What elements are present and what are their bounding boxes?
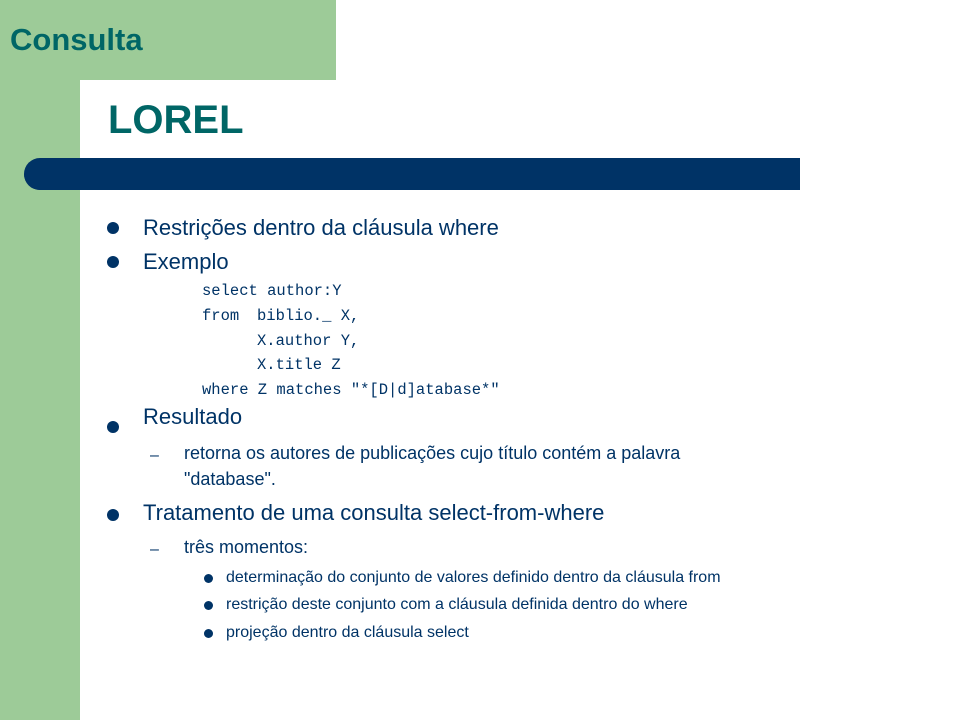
bullet-tratamento: Tratamento de uma consulta select-from-where [143, 500, 605, 525]
slide-title: LOREL [108, 98, 244, 142]
step-select: projeção dentro da cláusula select [226, 624, 469, 641]
bullet-icon [107, 509, 119, 521]
section-title: Consulta [10, 22, 143, 57]
code-line-from-keyword: from [202, 307, 240, 325]
step-where: restrição deste conjunto com a cláusula definida dentro do where [226, 596, 688, 613]
title-underline-bar [24, 158, 800, 190]
bullet-restricoes: Restrições dentro da cláusula where [143, 215, 499, 240]
resultado-text-line2: "database". [184, 469, 276, 489]
bullet-exemplo: Exemplo [143, 249, 229, 274]
resultado-text-line1: retorna os autores de publicações cujo título contém a palavra [184, 443, 681, 463]
bullet-icon [204, 629, 213, 638]
bullet-icon [107, 256, 119, 268]
code-line-title: X.title Z [257, 356, 341, 374]
dash-marker: – [150, 541, 159, 558]
bullet-icon [107, 421, 119, 433]
bullet-icon [107, 222, 119, 234]
code-line-from-source: biblio._ X, [257, 307, 360, 325]
bullet-icon [204, 574, 213, 583]
tratamento-sub: três momentos: [184, 537, 309, 557]
code-line-select: select author:Y [202, 282, 342, 300]
bullet-resultado: Resultado [143, 404, 243, 429]
dash-marker: – [150, 447, 159, 464]
code-line-where: where Z matches "*[D|d]atabase*" [202, 381, 500, 399]
step-from: determinação do conjunto de valores definido dentro da cláusula from [226, 569, 721, 586]
code-line-author: X.author Y, [257, 332, 360, 350]
bullet-icon [204, 601, 213, 610]
